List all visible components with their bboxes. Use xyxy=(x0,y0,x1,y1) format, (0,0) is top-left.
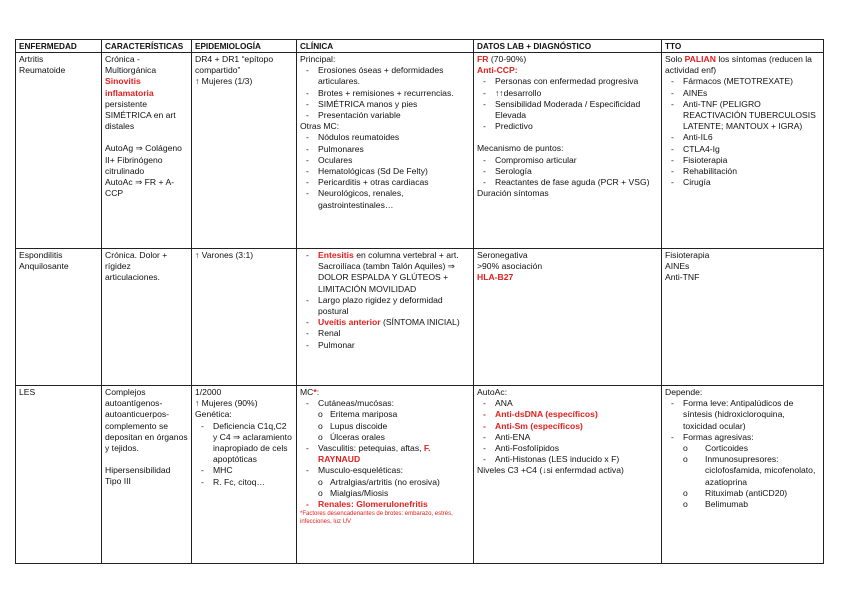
list-item: - Compromiso articular xyxy=(477,155,658,166)
list-item: o Úlceras orales xyxy=(300,432,470,443)
ea-name-line1: Espondilitis xyxy=(19,250,63,260)
list-item: - Pericarditis + otras cardiacas xyxy=(300,177,470,188)
cell-ea-epidemiologia xyxy=(192,249,297,386)
list-item: - Anti-ENA xyxy=(477,432,658,443)
header-caracteristicas: CARACTERÍSTICAS xyxy=(102,40,192,53)
list-item: - Rehabilitación xyxy=(665,166,820,177)
les-cli-raynaud: F. RAYNAUD xyxy=(318,443,431,465)
cell-les-name xyxy=(16,386,102,564)
les-cli-mc xyxy=(300,387,470,398)
list-item: o Mialgias/Miosis xyxy=(300,488,470,499)
cell-ea-lab xyxy=(474,249,662,386)
ar-car-sinovitis: Sinovitis inflamatoria xyxy=(105,76,154,98)
header-enfermedad: ENFERMEDAD xyxy=(16,40,102,53)
ea-lab-1: Seronegativa xyxy=(477,250,528,260)
list-item: - Anti-dsDNA (específicos) xyxy=(477,409,658,420)
header-tto: TTO xyxy=(662,40,824,53)
ar-cli-otras-list xyxy=(300,132,470,210)
les-cli-colon: : xyxy=(316,387,320,397)
ea-lab-2: >90% asociación xyxy=(477,261,543,272)
disease-table xyxy=(15,39,824,564)
list-item: - MHC xyxy=(195,465,293,476)
cell-ea-clinica xyxy=(297,249,474,386)
list-item: - Sensibilidad Moderada / Especificidad Elevada xyxy=(477,99,658,121)
les-cli-note: *Factores desencadenantes de brotes: embarazo, estrés, infecciones, luz UV xyxy=(300,511,453,526)
les-car-1: Complejos autoantígenos-autoanticuerpos-complemento se depositan en órganos y tejidos. xyxy=(105,387,188,454)
les-cli-vasc: Vasculitis: petequias, aftas, xyxy=(318,443,424,454)
cell-ar-epidemiologia xyxy=(192,53,297,249)
cell-ar-caracteristicas xyxy=(102,53,192,249)
cell-ea-tto xyxy=(662,249,824,386)
ea-cli-uveitis-rest: (SÍNTOMA INICIAL) xyxy=(380,317,460,328)
ea-tto-3: Anti-TNF xyxy=(665,272,700,283)
ar-cli-list xyxy=(300,65,470,121)
list-item xyxy=(665,432,820,510)
ea-name-line2: Anquilosante xyxy=(19,261,69,272)
ar-name-line1: Artritis xyxy=(19,54,44,64)
ar-lab-mec-list xyxy=(477,155,658,189)
les-lab-list xyxy=(477,398,658,465)
les-car-2: Hipersensibilidad Tipo III xyxy=(105,465,171,487)
list-item: o Eritema mariposa xyxy=(300,409,470,420)
list-item: - Erosiones óseas + deformidades articulares. xyxy=(300,65,470,87)
cell-les-tto xyxy=(662,386,824,564)
list-item: - Cirugía xyxy=(665,177,820,188)
les-cli-musc-list xyxy=(318,477,470,499)
list-item: - Deficiencia C1q,C2 y C4 ⇒ aclaramiento inapropiado de cels apoptóticas xyxy=(195,421,293,466)
ar-name-line2: Reumatoide xyxy=(19,65,66,76)
ea-epi: ↑ Varones (3:1) xyxy=(195,250,254,260)
list-item: - Largo plazo rigidez y deformidad postural xyxy=(300,295,470,317)
list-item: - ANA xyxy=(477,398,658,409)
list-item: - ↑↑desarrollo xyxy=(477,88,658,99)
ar-lab-list xyxy=(477,76,658,132)
list-item: o Rituximab (antiCD20) xyxy=(665,488,820,499)
ar-tto-pre: Solo xyxy=(665,54,685,64)
cell-ea-caracteristicas xyxy=(102,249,192,386)
list-item: - CTLA4-Ig xyxy=(665,144,820,155)
list-item: - Anti-TNF (PELIGRO REACTIVACIÓN TUBERCULOSIS LATENTE; MANTOUX + IGRA) xyxy=(665,99,820,133)
ar-lab-fr xyxy=(477,54,658,65)
les-cli-list xyxy=(300,398,470,510)
les-name: LES xyxy=(19,387,36,397)
ar-lab-duracion: Duración síntomas xyxy=(477,188,549,199)
les-cli-musc: Musculo-esqueléticas: xyxy=(318,465,404,476)
header-datos-lab: DATOS LAB + DIAGNÓSTICO xyxy=(474,40,662,53)
list-item: - Anti-Sm (específicos) xyxy=(477,421,658,432)
list-item: - Brotes + remisiones + recurrencias. xyxy=(300,88,470,99)
ar-cli-principal: Principal: xyxy=(300,54,336,64)
row-espondilitis xyxy=(16,249,824,386)
cell-ar-tto xyxy=(662,53,824,249)
list-item: - Hematológicas (Sd De Felty) xyxy=(300,166,470,177)
list-item: - Anti-Histonas (LES inducido x F) xyxy=(477,454,658,465)
les-epi-1: 1/2000 xyxy=(195,387,222,397)
les-epi-2: ↑ Mujeres (90%) xyxy=(195,398,258,409)
ar-tto-intro xyxy=(665,54,820,76)
ea-cli-entesitis: Entesitis xyxy=(318,250,354,260)
ar-lab-mecanismo: Mecanismo de puntos: xyxy=(477,143,564,154)
les-tto-list xyxy=(665,398,820,510)
ea-tto-2: AINEs xyxy=(665,261,690,272)
les-cli-mc-label: MC xyxy=(300,387,314,397)
cell-ar-lab xyxy=(474,53,662,249)
list-item: - Forma leve: Antipalúdicos de síntesis (hidroxicloroquina, toxicidad ocular) xyxy=(665,398,820,432)
les-cli-star: * xyxy=(313,387,317,397)
list-item: o Artralgias/artritis (no erosiva) xyxy=(300,477,470,488)
list-item: - R. Fc, citoq… xyxy=(195,477,293,488)
list-item: - Oculares xyxy=(300,155,470,166)
list-item: - Anti-IL6 xyxy=(665,132,820,143)
ar-car-autoag: AutoAg ⇒ Colágeno II+ Fibrinógeno citrulinado xyxy=(105,143,182,176)
ar-car-2: Multiorgánica xyxy=(105,65,157,76)
ea-car: Crónica. Dolor + rígidez articulaciones. xyxy=(105,250,168,283)
cell-ar-clinica xyxy=(297,53,474,249)
list-item: - Personas con enfermedad progresiva xyxy=(477,76,658,87)
ea-lab-hla: HLA-B27 xyxy=(477,272,514,283)
list-item: - Fármacos (METOTREXATE) xyxy=(665,76,820,87)
list-item: - Renal xyxy=(300,328,470,339)
ar-lab-fr-label: FR xyxy=(477,54,489,64)
les-tto-agr: Formas agresivas: xyxy=(683,431,754,442)
ar-car-1: Crónica - xyxy=(105,54,140,64)
les-lab-autoac: AutoAc: xyxy=(477,387,508,397)
list-item: - Presentación variable xyxy=(300,110,470,121)
ar-tto-palian: PALIAN xyxy=(684,54,716,64)
cell-les-lab xyxy=(474,386,662,564)
ar-cli-otras: Otras MC: xyxy=(300,121,340,132)
header-epidemiologia: EPIDEMIOLOGÍA xyxy=(192,40,297,53)
ar-car-4: persistente SIMÉTRICA en art distales xyxy=(105,98,176,132)
list-item: - Pulmonares xyxy=(300,144,470,155)
ea-cli-uveitis: Uveítis anterior xyxy=(318,317,381,328)
list-item xyxy=(300,398,470,443)
les-lab-niveles: Niveles C3 +C4 (↓si enfermdad activa) xyxy=(477,465,624,476)
ar-epi-1: DR4 + DR1 “epítopo compartido” xyxy=(195,54,274,76)
list-item: o Inmunosupresores: ciclofosfamida, micofenolato, azatioprina xyxy=(665,454,820,488)
cell-ar-name xyxy=(16,53,102,249)
ea-cli-list xyxy=(300,250,470,351)
ar-car-autoac: AutoAc ⇒ FR + A-CCP xyxy=(105,177,175,199)
cell-les-clinica xyxy=(297,386,474,564)
cell-les-epidemiologia xyxy=(192,386,297,564)
list-item xyxy=(300,443,470,465)
list-item: - Neurológicos, renales, gastrointestinales… xyxy=(300,188,470,210)
cell-ea-name xyxy=(16,249,102,386)
les-cli-cut: Cutáneas/mucósas: xyxy=(318,398,394,409)
list-item: o Belimumab xyxy=(665,499,820,510)
list-item: - Anti-Fosfolípidos xyxy=(477,443,658,454)
list-item xyxy=(300,250,470,295)
row-les xyxy=(16,386,824,564)
list-item: - Nódulos reumatoides xyxy=(300,132,470,143)
les-epi-3: Genética: xyxy=(195,409,232,420)
list-item: o Lupus discoide xyxy=(300,421,470,432)
ar-epi-2: ↑ Mujeres (1/3) xyxy=(195,76,253,87)
ar-lab-fr-pct: (70-90%) xyxy=(488,54,527,64)
list-item xyxy=(300,465,470,499)
list-item: - Predictivo xyxy=(477,121,658,132)
les-epi-list xyxy=(195,421,293,488)
list-item: - Fisioterapia xyxy=(665,155,820,166)
row-artritis-reumatoide xyxy=(16,53,824,249)
header-clinica: CLÍNICA xyxy=(297,40,474,53)
list-item: - AINEs xyxy=(665,88,820,99)
list-item xyxy=(300,317,470,328)
les-tto-depende: Depende: xyxy=(665,387,703,397)
header-row xyxy=(16,40,824,53)
list-item: - Serología xyxy=(477,166,658,177)
les-cli-renal: - Renales: Glomerulonefritis xyxy=(300,499,470,510)
ea-cli-entesitis-rest: en columna vertebral + art. Sacroilíaca (tambn Talón Aquiles) ⇒ DOLOR ESPALDA Y GLÚTEOS + LIMITACIÓN MOVILIDAD xyxy=(318,250,459,294)
les-cli-cut-list xyxy=(318,409,470,443)
list-item: - Pulmonar xyxy=(300,340,470,351)
ar-tto-list xyxy=(665,76,820,188)
list-item: - Reactantes de fase aguda (PCR + VSG) xyxy=(477,177,658,188)
cell-les-caracteristicas xyxy=(102,386,192,564)
ar-lab-accp: Anti-CCP: xyxy=(477,65,518,76)
list-item: - SIMÉTRICA manos y pies xyxy=(300,99,470,110)
list-item: o Corticoides xyxy=(665,443,820,454)
ea-tto-1: Fisioterapia xyxy=(665,250,710,260)
les-tto-agr-list xyxy=(683,443,820,510)
ar-tto-post: los síntomas (reducen la actividad enf) xyxy=(665,54,812,76)
